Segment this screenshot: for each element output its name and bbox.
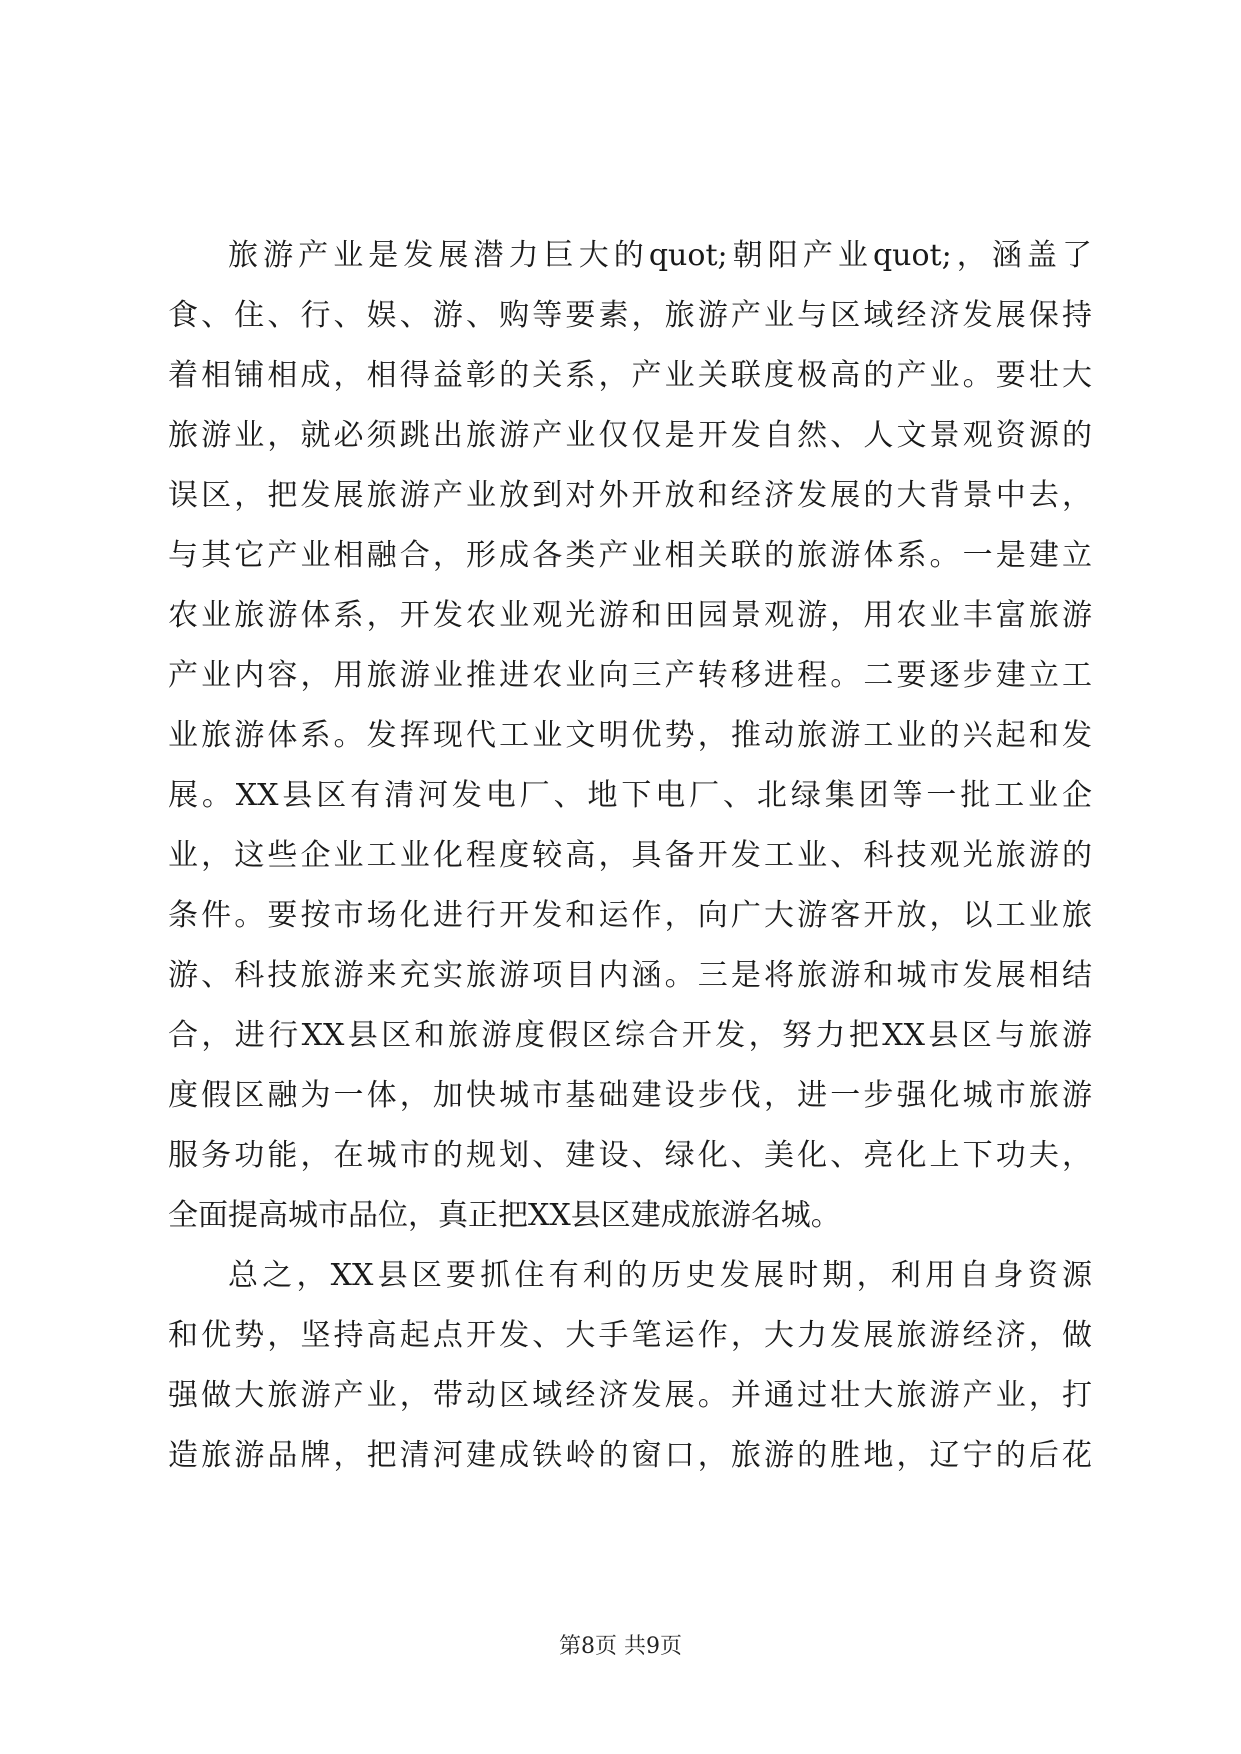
paragraph-line: 合，进行XX县区和旅游度假区综合开发，努力把XX县区与旅游 xyxy=(168,1018,1092,1053)
paragraph-line: 强做大旅游产业，带动区域经济发展。并通过壮大旅游产业，打 xyxy=(168,1378,1092,1413)
paragraph-line: 旅游业，就必须跳出旅游产业仅仅是开发自然、人文景观资源的 xyxy=(168,418,1092,453)
paragraph-line: 与其它产业相融合，形成各类产业相关联的旅游体系。一是建立 xyxy=(168,538,1092,573)
paragraph-line: 农业旅游体系，开发农业观光游和田园景观游，用农业丰富旅游 xyxy=(168,598,1092,633)
paragraph-line: 造旅游品牌，把清河建成铁岭的窗口，旅游的胜地，辽宁的后花 xyxy=(168,1438,1092,1473)
paragraph-line: 游、科技旅游来充实旅游项目内涵。三是将旅游和城市发展相结 xyxy=(168,958,1092,993)
paragraph-line: 全面提高城市品位，真正把XX县区建成旅游名城。 xyxy=(168,1198,841,1233)
paragraph-line: 食、住、行、娱、游、购等要素，旅游产业与区域经济发展保持 xyxy=(168,298,1092,333)
paragraph-line: 产业内容，用旅游业推进农业向三产转移进程。二要逐步建立工 xyxy=(168,658,1092,693)
paragraph-line: 和优势，坚持高起点开发、大手笔运作，大力发展旅游经济，做 xyxy=(168,1318,1092,1353)
paragraph-line: 业，这些企业工业化程度较高，具备开发工业、科技观光旅游的 xyxy=(168,838,1092,873)
paragraph-line: 旅游产业是发展潜力巨大的quot;朝阳产业quot;，涵盖了 xyxy=(228,238,1092,273)
paragraph-line: 误区，把发展旅游产业放到对外开放和经济发展的大背景中去， xyxy=(168,478,1092,513)
page-number-footer: 第8页 共9页 xyxy=(559,1634,682,1659)
body-text xyxy=(168,226,1092,1486)
paragraph-line: 展。XX县区有清河发电厂、地下电厂、北绿集团等一批工业企 xyxy=(168,778,1092,813)
paragraph-line: 着相铺相成，相得益彰的关系，产业关联度极高的产业。要壮大 xyxy=(168,358,1092,393)
paragraph-line: 度假区融为一体，加快城市基础建设步伐，进一步强化城市旅游 xyxy=(168,1078,1092,1113)
paragraph-line: 总之，XX县区要抓住有利的历史发展时期，利用自身资源 xyxy=(228,1258,1092,1293)
paragraph-line: 业旅游体系。发挥现代工业文明优势，推动旅游工业的兴起和发 xyxy=(168,718,1092,753)
paragraph-line: 条件。要按市场化进行开发和运作，向广大游客开放，以工业旅 xyxy=(168,898,1092,933)
paragraph-line: 服务功能，在城市的规划、建设、绿化、美化、亮化上下功夫， xyxy=(168,1138,1092,1173)
